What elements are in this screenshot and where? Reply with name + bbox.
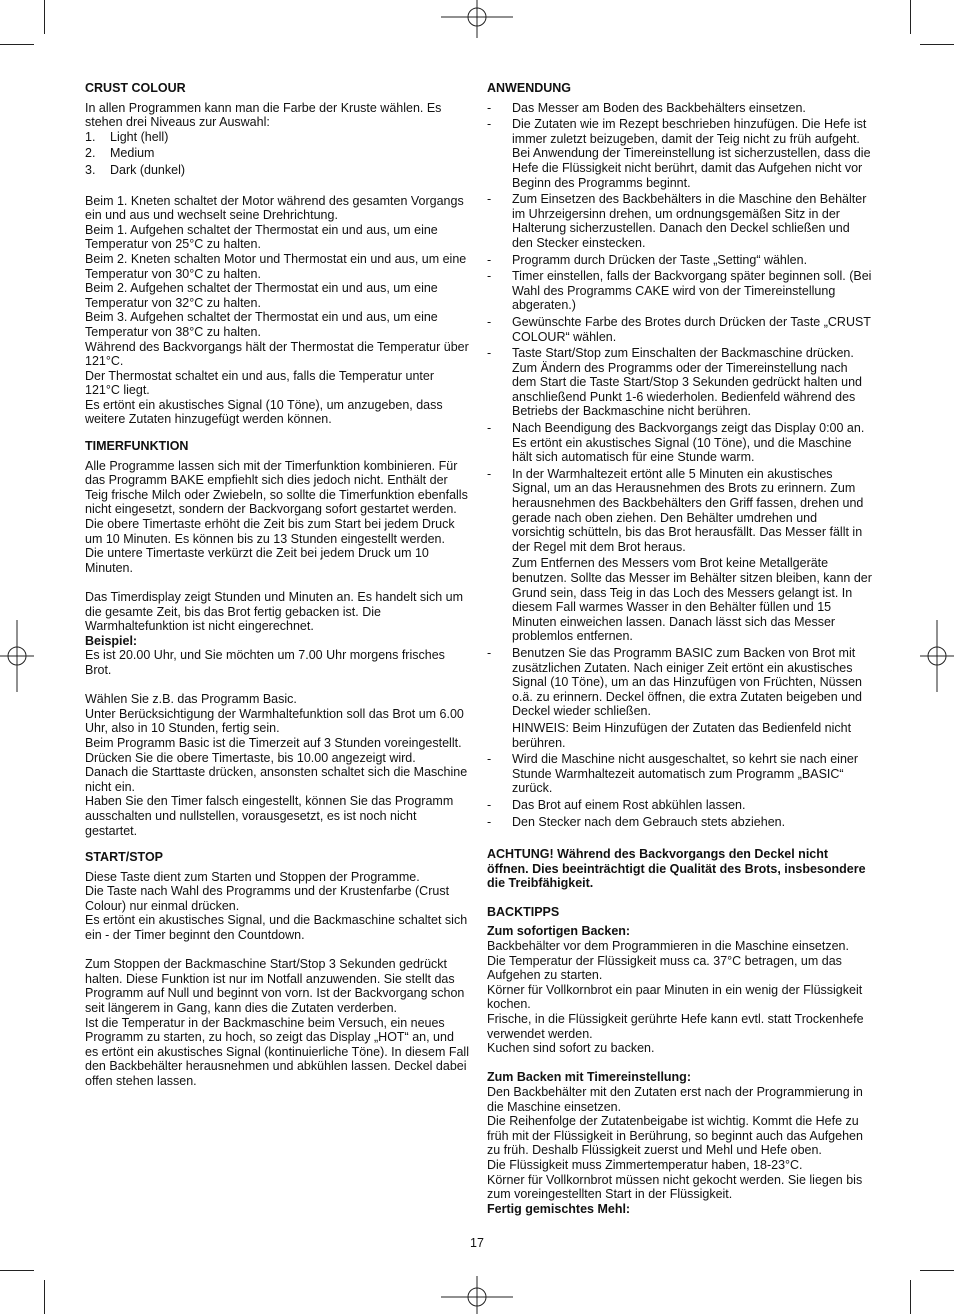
paragraph: Es ertönt ein akustisches Signal, und die Backmaschine schaltet sich ein - der Timer beginnt den Countdown.	[85, 913, 468, 943]
paragraph: Beim 2. Aufgehen schaltet der Thermostat ein und aus, um eine Temperatur von 32°C zu halten.	[85, 281, 438, 310]
paragraph: Unter Berücksichtigung der Warmhaltefunktion soll das Brot um 6.00 Uhr, also in 10 Stunden, fertig sein.	[85, 706, 464, 736]
list-text: Dark (dunkel)	[110, 162, 186, 177]
right-column	[487, 81, 872, 1216]
list-item	[487, 269, 872, 313]
anwendung-section	[487, 81, 872, 891]
paragraph: Zum Stoppen der Backmaschine Start/Stop 3 Sekunden gedrückt halten. Diese Funktion ist nur im Notfall anzuwenden. Sie stellt das Programm auf Null und beginnt von vorn. Ist der Backvorgang schon seit längerem in Gang, kann dies die Zutaten verderben.	[85, 957, 465, 1016]
list-item	[487, 421, 872, 465]
paragraph: Ist die Temperatur in der Backmaschine beim Versuch, ein neues Programm zu starten, zu hoch, so zeigt das Display „HOT“ an, und es ertönt ein akustisches Signal (kontinuierliche Töne). In diesem Fall den Backbehälter herausnehmen und abkühlen lassen. Deckel dabei offen stehen lassen.	[85, 1015, 469, 1088]
section-heading: ANWENDUNG	[487, 81, 572, 95]
paragraph: Beim 1. Kneten schaltet der Motor während des gesamten Vorgangs ein und aus und wechselt seine Drehrichtung.	[85, 193, 464, 223]
paragraph: Es ist 20.00 Uhr, und Sie möchten um 7.00 Uhr morgens frisches Brot.	[85, 648, 445, 677]
list-item	[487, 798, 872, 813]
anwendung-list	[487, 101, 872, 830]
list-text: Light (hell)	[110, 129, 169, 144]
crop-mark	[0, 1270, 34, 1271]
list-text: Nach Beendigung des Backvorgangs zeigt das Display 0:00 an. Es ertönt ein akustisches Signal (10 Töne), und die Maschine hält sich automatisch für eine Stunde warm.	[512, 421, 865, 465]
list-text: Medium	[110, 146, 155, 161]
registration-mark	[441, 1276, 513, 1314]
paragraph: Es ertönt ein akustisches Signal (10 Töne), um anzugeben, dass weitere Zutaten hinzugefügt werden können.	[85, 397, 443, 427]
list-text: Timer einstellen, falls der Backvorgang später beginnen soll. (Bei Wahl des Programms CAKE wird von der Timereinstellung abgeraten.)	[512, 269, 872, 313]
paragraph: Die Reihenfolge der Zutatenbeigabe ist wichtig. Kommt die Hefe zu früh mit der Flüssigkeit in Berührung, so beginnt auch das Aufgehen zu früh. Deshalb Flüssigkeit zuerst und Mehl und Hefe oben.	[487, 1114, 863, 1158]
list-text: Das Messer am Boden des Backbehälters einsetzen.	[512, 100, 806, 115]
list-text: Programm durch Drücken der Taste „Setting“ wählen.	[512, 252, 808, 267]
subheading: Zum sofortigen Backen:	[487, 924, 631, 939]
list-dash: -	[487, 346, 492, 361]
list-text: Das Brot auf einem Rost abkühlen lassen.	[512, 797, 746, 812]
list-dash: -	[487, 645, 492, 660]
list-dash: -	[487, 752, 492, 767]
list-number: 1.	[85, 129, 96, 144]
list-item	[487, 253, 872, 268]
registration-mark	[920, 620, 954, 692]
paragraph: In allen Programmen kann man die Farbe der Kruste wählen. Es stehen drei Niveaus zur Auswahl:	[85, 100, 442, 130]
paragraph: Das Timerdisplay zeigt Stunden und Minuten an. Es handelt sich um die gesamte Zeit, bis das Brot fertig gebacken ist. Die Warmhaltefunktion ist nicht eingerechnet.	[85, 590, 463, 634]
section-heading: BACKTIPPS	[487, 904, 560, 919]
page-number: 17	[470, 1236, 484, 1250]
list-dash: -	[487, 117, 492, 132]
backtipps-section	[487, 905, 872, 1216]
registration-mark	[441, 0, 513, 38]
example-label: Beispiel:	[85, 633, 138, 648]
paragraph: Die Temperatur der Flüssigkeit muss ca. 37°C betragen, um das Aufgehen zu starten.	[487, 953, 842, 983]
list-dash: -	[487, 421, 492, 436]
list-dash: -	[487, 192, 492, 207]
paragraph: Körner für Vollkornbrot ein paar Minuten in ein wenig der Flüssigkeit kochen.	[487, 982, 863, 1012]
paragraph: Beim 1. Aufgehen schaltet der Thermostat ein und aus, um eine Temperatur von 25°C zu halten.	[85, 222, 438, 252]
list-dash: -	[487, 466, 492, 481]
list-text: Zum Einsetzen des Backbehälters in die Maschine den Behälter im Uhrzeigersinn drehen, um ordnungsgemäßen Sitz in der Halterung sicherzustellen. Danach den Deckel schließen und den Stecker einstecken.	[512, 192, 867, 250]
list-text: Wird die Maschine nicht ausgeschaltet, so kehrt sie nach einer Stunde Warmhaltezeit automatisch zum Programm „BASIC“ zurück.	[512, 752, 859, 796]
start-stop-section	[85, 850, 469, 1089]
crop-mark	[0, 44, 34, 45]
list-dash: -	[487, 100, 492, 115]
list-item	[487, 752, 872, 796]
list-dash: -	[487, 797, 492, 812]
list-dash: -	[487, 252, 492, 267]
list-item	[487, 315, 872, 344]
paragraph: Haben Sie den Timer falsch eingestellt, können Sie das Programm ausschalten und nullstellen, vorausgesetzt, es ist noch nicht gestartet.	[85, 794, 454, 838]
list-item	[85, 130, 469, 145]
list-item	[487, 646, 872, 750]
subheading: Fertig gemischtes Mehl:	[487, 1201, 631, 1216]
section-heading: TIMERFUNKTION	[85, 439, 189, 454]
paragraph: Backbehälter vor dem Programmieren in die Maschine einsetzen.	[487, 939, 849, 954]
list-text: Gewünschte Farbe des Brotes durch Drücken der Taste „CRUST COLOUR“ wählen.	[512, 314, 871, 344]
list-text: In der Warmhaltezeit ertönt alle 5 Minuten ein akustisches Signal, um an das Herausnehmen des Brots zu erinnern. Zum herausnehmen des Backbehälters den Griff fassen, drehen und gerade nach oben ziehen. Den Behälter umdrehen und vorsichtig schütteln, bis das Brot herausfällt. Das Messer fällt in der Regel mit dem Brot heraus.	[512, 466, 864, 554]
registration-mark	[0, 620, 34, 692]
crop-mark	[44, 1280, 45, 1314]
crop-mark	[920, 1270, 954, 1271]
list-item	[487, 467, 872, 644]
list-item	[487, 117, 872, 190]
paragraph: Während des Backvorgangs hält der Thermostat die Temperatur über 121°C.	[85, 339, 469, 369]
left-column	[85, 81, 469, 1089]
list-dash: -	[487, 814, 492, 829]
paragraph: Die Flüssigkeit muss Zimmertemperatur haben, 18-23°C.	[487, 1157, 803, 1172]
paragraph: Beim 3. Aufgehen schaltet der Thermostat ein und aus, um eine Temperatur von 38°C zu halten.	[85, 310, 438, 339]
list-text: Den Stecker nach dem Gebrauch stets abziehen.	[512, 814, 786, 829]
paragraph: Der Thermostat schaltet ein und aus, falls die Temperatur unter 121°C liegt.	[85, 368, 435, 398]
paragraph: Alle Programme lassen sich mit der Timerfunktion kombinieren. Für das Programm BAKE empfiehlt sich dies jedoch nicht. Enthält der Teig frische Milch oder Zwiebeln, so sollte die Timerfunktion ebenfalls nicht eingesetzt, sondern der Backvorgang sofort gestartet werden.	[85, 458, 468, 517]
paragraph: Beim Programm Basic ist die Timerzeit auf 3 Stunden voreingestellt. Drücken Sie die obere Timertaste, bis 10.00 angezeigt wird.	[85, 735, 462, 765]
list-item	[487, 346, 872, 419]
paragraph: Die Taste nach Wahl des Programms und der Krustenfarbe (Crust Colour) nur einmal drücken.	[85, 884, 450, 913]
paragraph: Die untere Timertaste verkürzt die Zeit bei jedem Druck um 10 Minuten.	[85, 546, 429, 575]
crop-mark	[910, 1280, 911, 1314]
list-text: Taste Start/Stop zum Einschalten der Backmaschine drücken. Zum Ändern des Programms oder der Timereinstellung nach dem Start die Taste Start/Stop 3 Sekunden gedrückt halten und anschließend Punkt 1-6 wiederholen. Bedienfeld während des Betriebs der Backmaschine nicht berühren.	[512, 346, 862, 419]
list-item	[487, 192, 872, 250]
crop-mark	[920, 44, 954, 45]
warning-text: ACHTUNG! Während des Backvorgangs den Deckel nicht öffnen. Dies beeinträchtigt die Qualität des Brots, insbesondere die Treibfähigkeit.	[487, 847, 866, 891]
list-item	[487, 101, 872, 116]
section-heading: START/STOP	[85, 850, 164, 865]
list-item	[85, 146, 469, 161]
paragraph: Beim 2. Kneten schalten Motor und Thermostat ein und aus, um eine Temperatur von 30°C zu halten.	[85, 251, 467, 281]
paragraph: Die obere Timertaste erhöht die Zeit bis zum Start bei jedem Druck um 10 Minuten. Es können bis zu 13 Stunden eingestellt werden.	[85, 517, 455, 546]
paragraph: Danach die Starttaste drücken, ansonsten schaltet sich die Maschine nicht ein.	[85, 765, 468, 794]
timerfunktion-section	[85, 439, 469, 838]
crust-options-list	[85, 130, 469, 178]
crop-mark	[44, 0, 45, 34]
crop-mark	[910, 0, 911, 34]
list-text: Benutzen Sie das Programm BASIC zum Backen von Brot mit zusätzlichen Zutaten. Nach einiger Zeit ertönt ein akustisches Signal (10 Töne), um an das Hinzufügen von Früchten, Nüssen o.ä. zu erinnern. Deckel öffnen, die extra Zutaten beigeben und Deckel wieder schließen.	[512, 645, 863, 719]
paragraph: Wählen Sie z.B. das Programm Basic.	[85, 692, 297, 707]
list-number: 2.	[85, 146, 96, 161]
list-number: 3.	[85, 162, 96, 177]
list-item	[85, 163, 469, 178]
list-subtext: HINWEIS: Beim Hinzufügen der Zutaten das Bedienfeld nicht berühren.	[512, 720, 852, 750]
list-dash: -	[487, 314, 492, 329]
section-heading: CRUST COLOUR	[85, 81, 186, 95]
crust-colour-section	[85, 81, 469, 427]
list-text: Die Zutaten wie im Rezept beschrieben hinzufügen. Die Hefe ist immer zuletzt beizugeben, damit der Teig nicht zu früh aufgeht. Bei Anwendung der Timereinstellung ist sicherzustellen, dass die Hefe die Flüssigkeit nicht berührt, damit das Aufgehen nicht vor Beginn des Programms beginnt.	[512, 117, 871, 190]
list-subtext: Zum Entfernen des Messers vom Brot keine Metallgeräte benutzen. Sollte das Messer im Behälter sitzen bleiben, kann der Grund sein, dass Teig in das Loch des Messers gelangt ist. In diesem Fall warmes Wasser in den Behälter füllen und 15 Minuten einweichen lassen. Danach lässt sich das Messer problemlos entfernen.	[512, 556, 872, 644]
list-item	[487, 815, 872, 830]
paragraph: Frische, in die Flüssigkeit gerührte Hefe kann evtl. statt Trockenhefe verwendet werden.	[487, 1012, 864, 1041]
paragraph: Den Backbehälter mit den Zutaten erst nach der Programmierung in die Maschine einsetzen.	[487, 1085, 863, 1114]
list-dash: -	[487, 269, 492, 284]
paragraph: Körner für Vollkornbrot müssen nicht gekocht werden. Sie liegen bis zum voreingestellten Start in der Flüssigkeit.	[487, 1172, 863, 1202]
subheading: Zum Backen mit Timereinstellung:	[487, 1070, 691, 1085]
paragraph: Kuchen sind sofort zu backen.	[487, 1041, 655, 1056]
paragraph: Diese Taste dient zum Starten und Stoppen der Programme.	[85, 869, 420, 884]
